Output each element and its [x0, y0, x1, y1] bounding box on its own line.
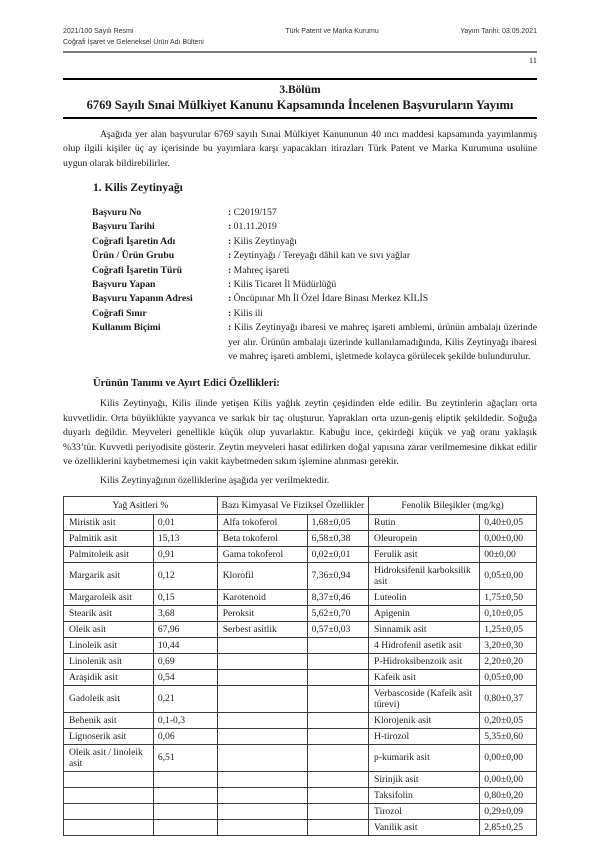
compound-value-cell [307, 728, 368, 744]
compound-name-cell [217, 728, 307, 744]
compound-value-cell: 0,21 [153, 685, 217, 712]
compound-name-cell: P-Hidroksibenzoik asit [369, 653, 480, 669]
compound-value-cell: 0,00±0,00 [480, 771, 537, 787]
compound-value-cell [153, 787, 217, 803]
compound-name-cell [217, 669, 307, 685]
field-separator: : [228, 206, 234, 218]
table-row [64, 589, 537, 605]
table-lead-note: Kilis Zeytinyağının özelliklerine aşağıda yer verilmektedir. [100, 475, 330, 487]
column-header-phenolic-compounds: Fenolik Bileşikler (mg/kg) [369, 496, 537, 514]
compound-name-cell: Oleik asit [64, 621, 154, 637]
compound-name-cell: Luteolin [369, 589, 480, 605]
compound-name-cell: H-tirozol [369, 728, 480, 744]
compound-name-cell: Klorofil [217, 562, 307, 589]
compound-name-cell: Verbascoside (Kafeik asit türevi) [369, 685, 480, 712]
compound-value-cell: 2,20±0,20 [480, 653, 537, 669]
field-separator: : [228, 293, 234, 305]
compound-name-cell: Karotenoid [217, 589, 307, 605]
compound-name-cell: Palmitik asit [64, 530, 154, 546]
description-paragraph: Kilis Zeytinyağı, Kilis ilinde yetişen Kilis yağlık zeytin çeşidinden elde edilir. Bu zeytinlerin ağaçları orta kuvvetlidir. Orta büyüklükte yayvanca ve sarkık bir taç oluşturur. Yaprakları orta uzun-geniş eliptik şekildedir. Soğuğa duyarlı değildir. Meyveleri genellikle küçük olup yuvarlaktır. Kabuğu ince, çekirdeği küçük ve yağ oranı yaklaşık %33’tür. Kuvvetli periyodisite gösterir. Zeytin meyveleri hasat edilirken doğal yapısına zarar verilmemesine dikkat edilir ve özelliklerini kaybetmemesi için vakit kaybetmeden sıkım işlemine alınması gerekir. [63, 398, 537, 467]
compound-name-cell [217, 744, 307, 771]
compound-name-cell: Beta tokoferol [217, 530, 307, 546]
table-row [64, 712, 537, 728]
compound-name-cell: Miristik asit [64, 514, 154, 530]
compound-value-cell: 0,20±0,05 [480, 712, 537, 728]
description-heading: Ürünün Tanımı ve Ayırt Edici Özellikleri: [93, 378, 280, 390]
compound-value-cell: 0,80±0,20 [480, 787, 537, 803]
table-row [64, 803, 537, 819]
bulletin-name-line2: Coğrafi İşaret ve Geleneksel Ürün Adı Bülteni [63, 39, 204, 46]
compound-name-cell: Araşidik asit [64, 669, 154, 685]
compound-value-cell: 0,10±0,05 [480, 605, 537, 621]
compound-name-cell: Margaroleik asit [64, 589, 154, 605]
field-label: Coğrafi Sınır [92, 307, 147, 319]
field-row [92, 249, 537, 263]
compound-value-cell: 15,13 [153, 530, 217, 546]
compound-name-cell: Peroksit [217, 605, 307, 621]
field-label: Coğrafi İşaretin Türü [92, 264, 183, 276]
compound-value-cell [307, 819, 368, 835]
application-fields [92, 206, 537, 364]
compound-value-cell: 0,15 [153, 589, 217, 605]
field-row [92, 220, 537, 234]
compound-name-cell: Kafeik asit [369, 669, 480, 685]
institution-name: Türk Patent ve Marka Kurumu [285, 28, 379, 35]
compound-name-cell: Stearik asit [64, 605, 154, 621]
table-row [64, 605, 537, 621]
compound-name-cell: Klorojenik asit [369, 712, 480, 728]
field-value: : Öncüpınar Mh İl Özel İdare Binası Merkez KİLİS [228, 293, 429, 305]
title-rule-top [63, 78, 537, 80]
column-header-fatty-acids: Yağ Asitleri % [64, 496, 218, 514]
compound-name-cell: Palmitoleik asit [64, 546, 154, 562]
table-row [64, 653, 537, 669]
field-label: Başvuru Yapanın Adresi [92, 293, 193, 305]
table-row [64, 685, 537, 712]
compound-value-cell: 1,68±0,05 [307, 514, 368, 530]
compound-value-cell [307, 669, 368, 685]
field-separator: : [228, 322, 234, 334]
table-row [64, 744, 537, 771]
compound-value-cell: 0,54 [153, 669, 217, 685]
field-label: Başvuru Tarihi [92, 221, 155, 233]
field-row [92, 321, 537, 364]
compound-name-cell: Ferulik asit [369, 546, 480, 562]
section-title: 6769 Sayılı Sınai Mülkiyet Kanunu Kapsamında İncelenen Başvuruların Yayımı [86, 98, 514, 112]
compound-value-cell [307, 787, 368, 803]
field-value: : Mahreç işareti [228, 264, 290, 276]
compound-value-cell: 3,20±0,30 [480, 637, 537, 653]
compound-value-cell [307, 685, 368, 712]
compound-value-cell: 6,58±0,38 [307, 530, 368, 546]
compound-name-cell: Sirinjik asit [369, 771, 480, 787]
compound-name-cell [217, 819, 307, 835]
title-rule-bottom [63, 117, 537, 119]
compound-value-cell [307, 637, 368, 653]
compound-value-cell: 00±0,00 [480, 546, 537, 562]
compound-name-cell [64, 803, 154, 819]
compound-name-cell: Oleik asit / linoleik asit [64, 744, 154, 771]
compound-name-cell [217, 685, 307, 712]
field-separator: : [228, 278, 234, 290]
field-row [92, 264, 537, 278]
compound-value-cell: 0,02±0,01 [307, 546, 368, 562]
table-row [64, 514, 537, 530]
field-value: : Kilis Zeytinyağı ibaresi ve mahreç işareti amblemi, ürünün ambalajı üzerinde yer alır. Ürünün ambalajı üzerinde kullanılamadığında, Kilis Zeytinyağı ibaresi ve mahreç işareti amblemi, işletmede kolayca görülecek şekilde bulundurulur. [228, 322, 537, 362]
compound-name-cell [217, 803, 307, 819]
properties-table [63, 496, 537, 836]
field-value: : 01.11.2019 [228, 221, 277, 233]
field-separator: : [228, 307, 234, 319]
compound-value-cell: 0,91 [153, 546, 217, 562]
compound-name-cell: p-kumarik asit [369, 744, 480, 771]
chapter-title-block [63, 78, 537, 119]
chapter-heading: 3.Bölüm [279, 84, 321, 96]
field-value: : Zeytinyağı / Tereyağı dâhil katı ve sıvı yağlar [228, 250, 411, 262]
field-row [92, 206, 537, 220]
compound-name-cell: Rutin [369, 514, 480, 530]
compound-value-cell: 0,40±0,05 [480, 514, 537, 530]
compound-name-cell: Alfa tokoferol [217, 514, 307, 530]
table-row [64, 787, 537, 803]
compound-name-cell: Hidroksifenil karboksilik asit [369, 562, 480, 589]
compound-value-cell: 0,05±0,00 [480, 562, 537, 589]
compound-name-cell: Sinnamik asit [369, 621, 480, 637]
page-number: 11 [528, 55, 537, 65]
compound-value-cell: 2,85±0,25 [480, 819, 537, 835]
compound-value-cell: 1,75±0,50 [480, 589, 537, 605]
compound-value-cell: 6,51 [153, 744, 217, 771]
field-row [92, 235, 537, 249]
table-row [64, 562, 537, 589]
field-value: : Kilis Ticaret İl Müdürlüğü [228, 278, 337, 290]
compound-name-cell [217, 637, 307, 653]
compound-value-cell [307, 744, 368, 771]
header-divider [63, 51, 537, 53]
table-header-row [64, 496, 537, 514]
table-row [64, 771, 537, 787]
compound-name-cell: 4 Hidrofenil asetik asit [369, 637, 480, 653]
compound-value-cell: 0,12 [153, 562, 217, 589]
compound-value-cell: 0,57±0,03 [307, 621, 368, 637]
compound-name-cell: Linolenik asit [64, 653, 154, 669]
field-value: : C2019/157 [228, 206, 277, 218]
field-label: Ürün / Ürün Grubu [92, 250, 175, 262]
compound-name-cell [64, 787, 154, 803]
compound-value-cell: 8,37±0,46 [307, 589, 368, 605]
compound-name-cell: Apigenin [369, 605, 480, 621]
compound-name-cell: Margarik asit [64, 562, 154, 589]
compound-name-cell: Gadoleik asit [64, 685, 154, 712]
compound-value-cell [307, 771, 368, 787]
table-row [64, 819, 537, 835]
bulletin-name [63, 26, 204, 48]
table-row [64, 530, 537, 546]
running-header [63, 26, 537, 48]
table-row [64, 637, 537, 653]
table-row [64, 669, 537, 685]
compound-value-cell: 1,25±0,05 [480, 621, 537, 637]
compound-value-cell: 5,62±0,70 [307, 605, 368, 621]
compound-value-cell [153, 771, 217, 787]
compound-value-cell [153, 803, 217, 819]
field-row [92, 278, 537, 292]
compound-name-cell [217, 787, 307, 803]
compound-value-cell [307, 712, 368, 728]
compound-value-cell: 0,06 [153, 728, 217, 744]
compound-value-cell: 0,1-0,3 [153, 712, 217, 728]
compound-name-cell [217, 653, 307, 669]
compound-value-cell: 0,69 [153, 653, 217, 669]
compound-value-cell: 10,44 [153, 637, 217, 653]
field-separator: : [228, 250, 234, 262]
compound-name-cell [217, 771, 307, 787]
table-row [64, 621, 537, 637]
compound-name-cell: Oleuropein [369, 530, 480, 546]
table-row [64, 728, 537, 744]
compound-value-cell [153, 819, 217, 835]
compound-value-cell: 0,00±0,00 [480, 744, 537, 771]
column-header-chemical-properties: Bazı Kimyasal Ve Fiziksel Özellikler [217, 496, 368, 514]
field-label: Başvuru No [92, 206, 142, 218]
compound-name-cell: Behenik asit [64, 712, 154, 728]
compound-name-cell: Serbest asitlik [217, 621, 307, 637]
field-label: Coğrafi İşaretin Adı [92, 235, 176, 247]
compound-name-cell [64, 819, 154, 835]
compound-value-cell: 3,68 [153, 605, 217, 621]
table-row [64, 546, 537, 562]
compound-value-cell [307, 803, 368, 819]
field-value: : Kilis Zeytinyağı [228, 235, 297, 247]
field-value: : Kilis ili [228, 307, 263, 319]
product-heading: 1. Kilis Zeytinyağı [93, 181, 183, 194]
compound-name-cell: Tirozol [369, 803, 480, 819]
compound-name-cell [217, 712, 307, 728]
field-label: Başvuru Yapan [92, 278, 156, 290]
field-separator: : [228, 221, 234, 233]
compound-value-cell [307, 653, 368, 669]
compound-name-cell: Vanilik asit [369, 819, 480, 835]
compound-value-cell: 67,96 [153, 621, 217, 637]
field-separator: : [228, 235, 234, 247]
compound-name-cell [64, 771, 154, 787]
compound-value-cell: 0,80±0,37 [480, 685, 537, 712]
field-row [92, 307, 537, 321]
publication-date: Yayım Tarihi: 03.05.2021 [460, 28, 537, 35]
compound-value-cell: 0,01 [153, 514, 217, 530]
field-separator: : [228, 264, 234, 276]
compound-name-cell: Gama tokoferol [217, 546, 307, 562]
compound-value-cell: 0,00±0,00 [480, 530, 537, 546]
compound-name-cell: Linoleik asit [64, 637, 154, 653]
compound-value-cell: 0,05±0,00 [480, 669, 537, 685]
compound-value-cell: 7,36±0,94 [307, 562, 368, 589]
field-label: Kullanım Biçimi [92, 322, 161, 334]
field-row [92, 292, 537, 306]
intro-paragraph: Aşağıda yer alan başvurular 6769 sayılı Sınai Mülkiyet Kanununun 40 ıncı maddesi kapsamında yayımlanmış olup ilgili kişiler üç ay içerisinde bu yayımlara karşı yapacakları itirazları Türk Patent ve Marka Kurumuna usulüne uygun olarak bildirebilirler. [63, 129, 537, 169]
compound-value-cell: 0,29±0,09 [480, 803, 537, 819]
compound-value-cell: 5,35±0,60 [480, 728, 537, 744]
bulletin-name-line1: 2021/100 Sayılı Resmi [63, 28, 134, 35]
compound-name-cell: Taksifolin [369, 787, 480, 803]
compound-name-cell: Lignoserik asit [64, 728, 154, 744]
